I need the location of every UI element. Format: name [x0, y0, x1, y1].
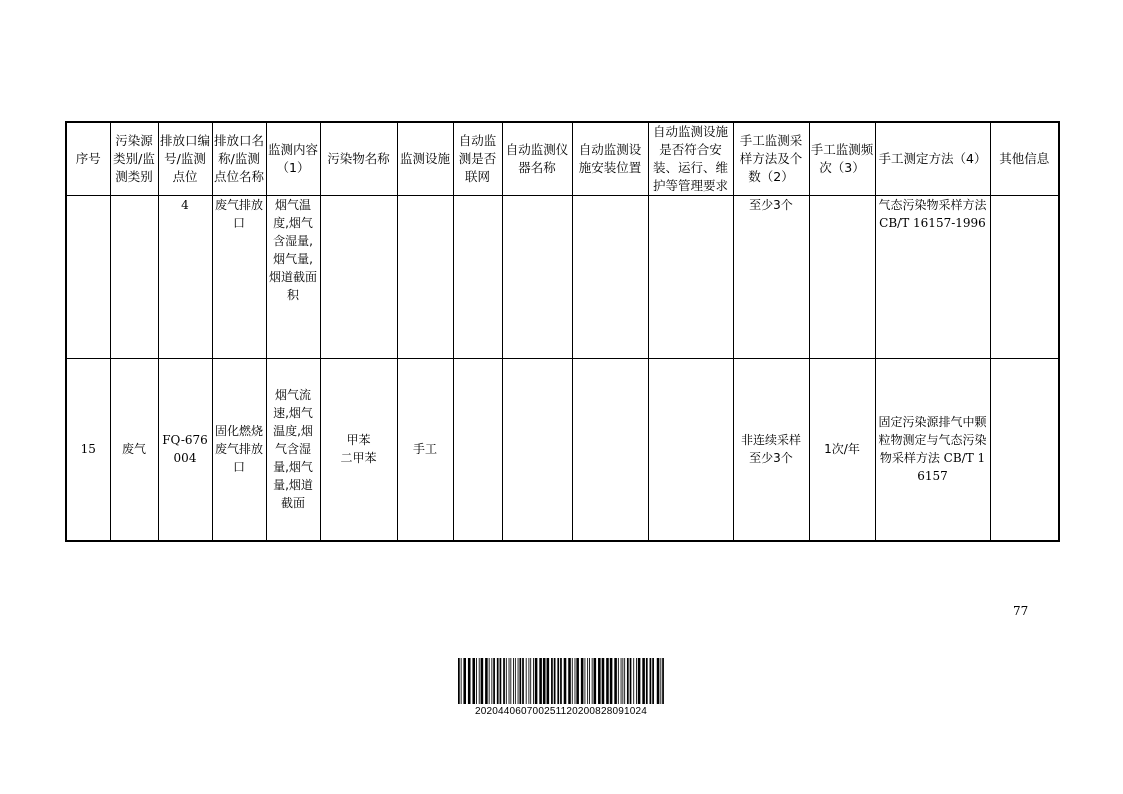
cell-auto-instrument	[502, 359, 572, 541]
cell-facility	[397, 196, 453, 359]
cell-content: 烟气温度,烟气含湿量,烟气量,烟道截面积	[266, 196, 320, 359]
cell-auto-location	[572, 196, 648, 359]
cell-auto-compliance	[648, 359, 733, 541]
cell-other	[990, 359, 1059, 541]
cell-auto-location	[572, 359, 648, 541]
table-header-row	[66, 122, 1059, 196]
cell-sampling: 至少3个	[733, 196, 809, 359]
cell-pollutant: 甲苯 二甲苯	[320, 359, 397, 541]
cell-outlet-id: FQ-676004	[158, 359, 212, 541]
header-pollutant: 污染物名称	[320, 122, 397, 196]
header-outlet-name: 排放口名称/监测点位名称	[212, 122, 266, 196]
cell-method: 固定污染源排气中颗粒物测定与气态污染物采样方法 CB/T 16157	[875, 359, 990, 541]
cell-method: 气态污染物采样方法 CB/T 16157-1996	[875, 196, 990, 359]
cell-auto-networked	[453, 359, 502, 541]
cell-category: 废气	[110, 359, 158, 541]
cell-content: 烟气流速,烟气温度,烟气含湿量,烟气量,烟道截面	[266, 359, 320, 541]
barcode-number: 202044060700251120200828091024	[474, 706, 648, 717]
cell-auto-instrument	[502, 196, 572, 359]
cell-category	[110, 196, 158, 359]
header-frequency: 手工监测频次（3）	[809, 122, 875, 196]
header-auto-location: 自动监测设施安装位置	[572, 122, 648, 196]
header-other: 其他信息	[990, 122, 1059, 196]
cell-seq	[66, 196, 110, 359]
cell-auto-networked	[453, 196, 502, 359]
header-sampling: 手工监测采样方法及个数（2）	[733, 122, 809, 196]
cell-auto-compliance	[648, 196, 733, 359]
header-outlet-id: 排放口编号/监测点位	[158, 122, 212, 196]
cell-facility: 手工	[397, 359, 453, 541]
cell-frequency	[809, 196, 875, 359]
monitoring-table	[65, 121, 1060, 542]
page-number: 77	[1013, 604, 1029, 618]
cell-outlet-name: 固化燃烧废气排放口	[212, 359, 266, 541]
header-auto-instrument: 自动监测仪器名称	[502, 122, 572, 196]
header-category: 污染源类别/监测类别	[110, 122, 158, 196]
header-facility: 监测设施	[397, 122, 453, 196]
table-row	[66, 359, 1059, 541]
header-content: 监测内容（1）	[266, 122, 320, 196]
header-method: 手工测定方法（4）	[875, 122, 990, 196]
cell-frequency: 1次/年	[809, 359, 875, 541]
cell-outlet-name: 废气排放口	[212, 196, 266, 359]
cell-outlet-id: 4	[158, 196, 212, 359]
cell-pollutant	[320, 196, 397, 359]
barcode-image	[458, 658, 664, 704]
cell-sampling: 非连续采样 至少3个	[733, 359, 809, 541]
header-auto-networked: 自动监测是否联网	[453, 122, 502, 196]
cell-other	[990, 196, 1059, 359]
header-seq: 序号	[66, 122, 110, 196]
table-row	[66, 196, 1059, 359]
header-auto-compliance: 自动监测设施是否符合安装、运行、维护等管理要求	[648, 122, 733, 196]
cell-seq: 15	[66, 359, 110, 541]
